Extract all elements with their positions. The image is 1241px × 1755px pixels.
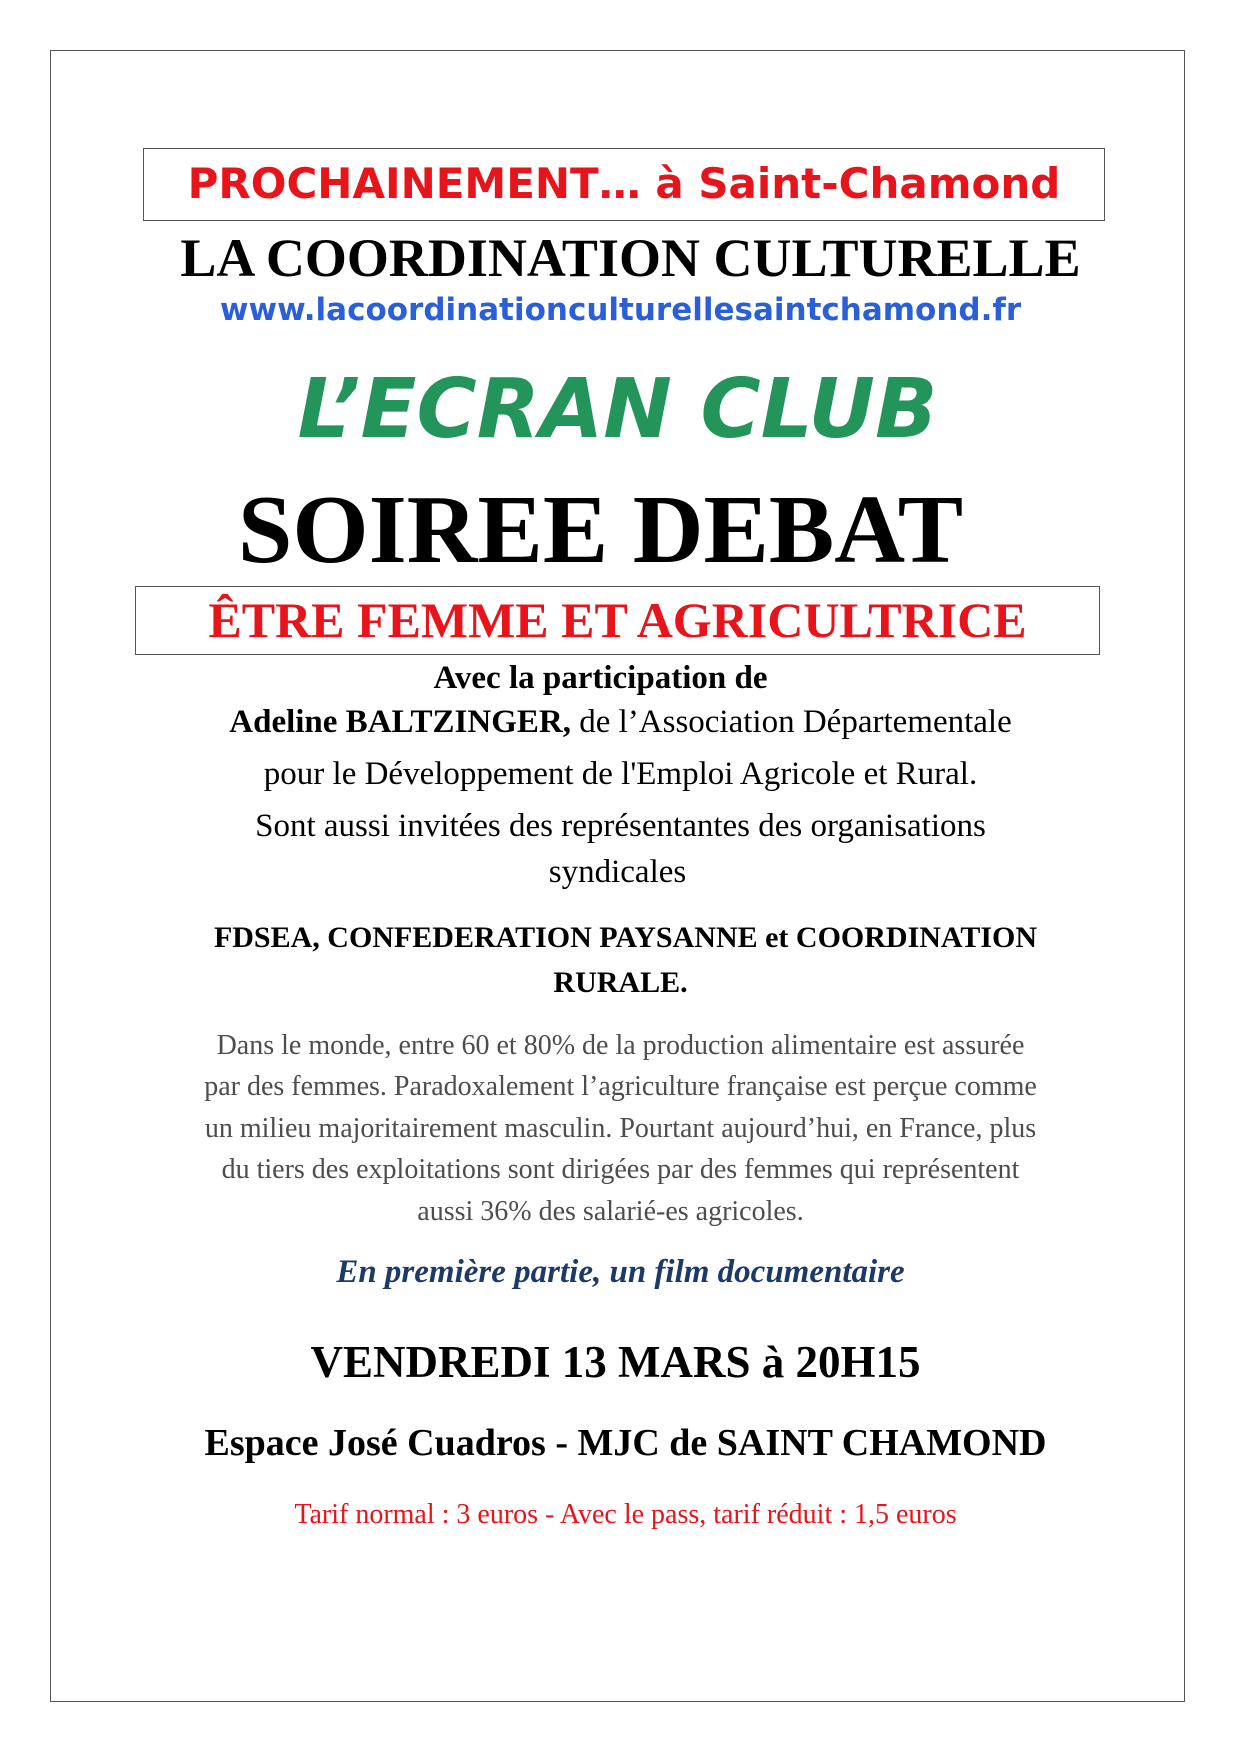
description-line: aussi 36% des salarié-es agricoles.	[417, 1196, 804, 1227]
description-line: du tiers des exploitations sont dirigées par des femmes qui représentent	[221, 1154, 1020, 1185]
participation-line: Sont aussi invitées des représentantes des organisations	[255, 808, 986, 844]
description-line: par des femmes. Paradoxalement l’agriculture française est perçue comme	[204, 1071, 1037, 1102]
organizer-title: LA COORDINATION CULTURELLE	[180, 228, 1081, 288]
organisations-line: RURALE.	[553, 966, 688, 999]
theme-banner: ÊTRE FEMME ET AGRICULTRICE	[135, 586, 1100, 655]
participant-line	[0, 696, 1241, 748]
series-title: L’ECRAN CLUB	[297, 362, 938, 457]
participant-name: Adeline BALTZINGER,	[229, 704, 571, 740]
event-type-heading: SOIREE DEBAT	[237, 476, 964, 584]
event-date-time: VENDREDI 13 MARS à 20H15	[310, 1337, 921, 1387]
participant-affiliation: de l’Association Départementale	[570, 704, 1012, 740]
participation-line: pour le Développement de l'Emploi Agricole et Rural.	[263, 756, 978, 792]
participation-intro: Avec la participation de	[433, 660, 768, 696]
description-line: Dans le monde, entre 60 et 80% de la production alimentaire est assurée	[216, 1030, 1025, 1061]
organisations-line: FDSEA, CONFEDERATION PAYSANNE et COORDINATION	[213, 921, 1038, 954]
prochainement-banner: PROCHAINEMENT… à Saint-Chamond	[143, 148, 1105, 221]
website-link[interactable]: www.lacoordinationculturellesaintchamond.fr	[219, 292, 1022, 328]
participation-line: syndicales	[548, 854, 687, 890]
description-line: un milieu majoritairement masculin. Pourtant aujourd’hui, en France, plus	[204, 1113, 1037, 1144]
pricing-info: Tarif normal : 3 euros - Avec le pass, tarif réduit : 1,5 euros	[294, 1499, 957, 1530]
first-part-note: En première partie, un film documentaire	[336, 1254, 905, 1290]
event-venue: Espace José Cuadros - MJC de SAINT CHAMOND	[204, 1422, 1047, 1464]
